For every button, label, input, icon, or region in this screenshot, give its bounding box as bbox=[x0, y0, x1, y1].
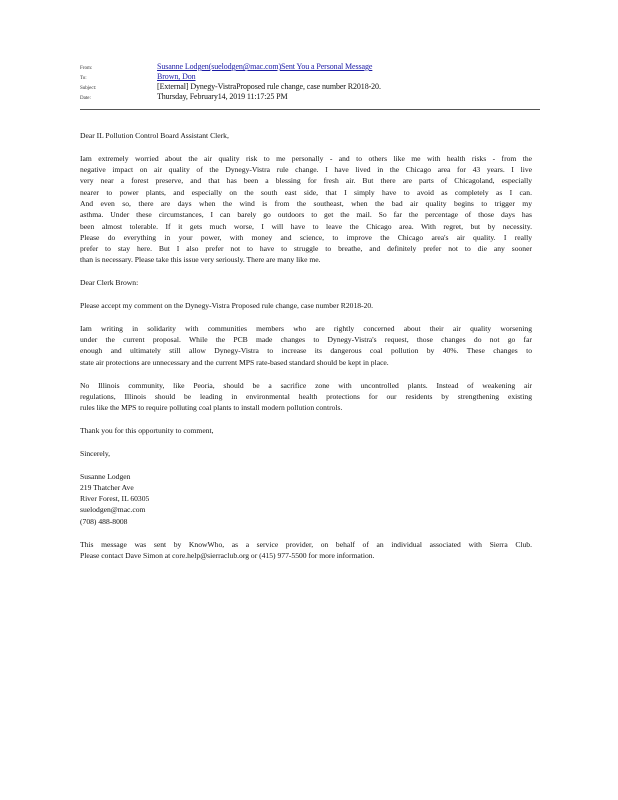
paragraph-personal-concern bbox=[80, 153, 532, 266]
header-divider bbox=[80, 109, 540, 110]
paragraph-solidarity bbox=[80, 323, 532, 368]
salutation-text: Dear Clerk Brown: bbox=[80, 278, 139, 288]
signature-block bbox=[80, 471, 532, 527]
salutation-clerk-brown bbox=[80, 277, 532, 288]
paragraph-line: rules like the MPS to require polluting coal plants to install modern pollution controls. bbox=[80, 403, 343, 413]
subject-row bbox=[80, 82, 540, 92]
paragraph-line: Please accept my comment on the Dynegy-Vistra Proposed rule change, case number R2018-20. bbox=[80, 301, 374, 311]
to-row bbox=[80, 72, 540, 82]
paragraph-line: Please do everything in your power, with money and science, to improve the Chicago area's air quality. I really bbox=[80, 232, 532, 242]
paragraph-line: enough and ultimately still allow Dynegy-Vistra to increase its dangerous coal pollution by 40%. These changes to bbox=[80, 346, 532, 356]
subject-label: Subject: bbox=[80, 86, 97, 91]
signature-phone: (708) 488-8008 bbox=[80, 516, 128, 526]
from-label: From: bbox=[80, 66, 93, 71]
to-label: To: bbox=[80, 76, 87, 81]
paragraph-line: And even so, there are days when the wind is from the southeast, when the bad air quality begins to trigger my bbox=[80, 198, 532, 208]
paragraph-line: Iam writing in solidarity with communities members who are rightly concerned about their air quality worsening bbox=[80, 323, 532, 333]
from-value[interactable]: Susanne Lodgen(suelodgen@mac.com)Sent You a Personal Message bbox=[157, 62, 373, 71]
date-value: Thursday, February14, 2019 11:17:25 PM bbox=[157, 92, 288, 101]
paragraph-line: nearer to power plants, and especially on the south east side, that I simply have to avoid as completely as I can. bbox=[80, 187, 532, 197]
paragraph-line: under the current proposal. While the PCB made changes to Dynegy-Vistra's request, those changes do not go far bbox=[80, 335, 532, 345]
footer-line: This message was sent by KnowWho, as a service provider, on behalf of an individual associated with Sierra Club. bbox=[80, 539, 532, 549]
signature-name: Susanne Lodgen bbox=[80, 471, 131, 481]
subject-value: [External] Dynegy-VistraProposed rule change, case number R2018-20. bbox=[157, 82, 381, 91]
paragraph-comment bbox=[80, 300, 532, 311]
paragraph-line: been almost tolerable. If it gets much worse, I will have to leave the Chicago area. With regret, but by necessity. bbox=[80, 221, 532, 231]
paragraph-sacrifice-zone bbox=[80, 380, 532, 414]
salutation-clerk-assistant bbox=[80, 130, 532, 141]
closing-text: Sincerely, bbox=[80, 448, 111, 458]
paragraph-line: Iam extremely worried about the air quality risk to me personally - and to others like me with health risks - from the bbox=[80, 153, 532, 163]
paragraph-line: state air protections are unnecessary and the current MPS rate-based standard should be kept in place. bbox=[80, 357, 389, 367]
paragraph-line: asthma. Under these circumstances, I can barely go outdoors to get the mail. So far the percentage of those days has bbox=[80, 210, 532, 220]
paragraph-line: regulations, Illinois should be leading in environmental health protections for our residents by strengthening existing bbox=[80, 391, 532, 401]
thanks-text: Thank you for this opportunity to comment, bbox=[80, 425, 214, 435]
paragraph-line: prefer to stay here. But I also prefer not to have to struggle to breathe, and definitely prefer not to die any sooner bbox=[80, 244, 532, 254]
closing-line bbox=[80, 448, 532, 459]
salutation-text: Dear IL Pollution Control Board Assistant Clerk, bbox=[80, 131, 229, 140]
footer-notice bbox=[80, 539, 532, 562]
paragraph-line: negative impact on air quality of the Dynegy-Vistra rule change. I have lived in the Chicago area for 43 years. I live bbox=[80, 165, 532, 175]
email-header bbox=[80, 62, 540, 102]
signature-city: River Forest, IL 60305 bbox=[80, 494, 150, 504]
paragraph-line: than is necessary. Please take this issue very seriously. There are many like me. bbox=[80, 255, 321, 265]
footer-line: Please contact Dave Simon at core.help@sierraclub.org or (415) 977-5500 for more information. bbox=[80, 550, 375, 560]
to-value[interactable]: Brown, Don bbox=[157, 72, 196, 81]
signature-email: suelodgen@mac.com bbox=[80, 505, 146, 515]
thanks-line bbox=[80, 425, 532, 436]
from-row bbox=[80, 62, 540, 72]
paragraph-line: No Illinois community, like Peoria, should be a sacrifice zone with uncontrolled plants. Instead of weakening air bbox=[80, 380, 532, 390]
email-body bbox=[80, 130, 532, 573]
paragraph-line: very near a forest preserve, and that has been a blessing for fresh air. But there are parts of Chicagoland, especially bbox=[80, 176, 532, 186]
date-label: Date: bbox=[80, 96, 91, 101]
date-row bbox=[80, 92, 540, 102]
signature-street: 219 Thatcher Ave bbox=[80, 482, 134, 492]
